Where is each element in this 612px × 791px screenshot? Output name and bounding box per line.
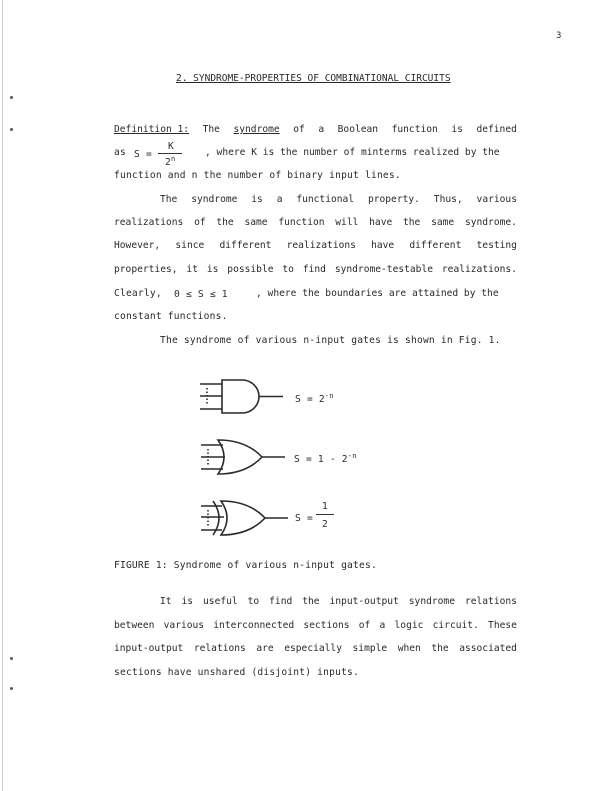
figure-caption: FIGURE 1: Syndrome of various n-input gates. xyxy=(114,560,377,571)
para3-line-2 xyxy=(114,620,517,631)
word: input-output xyxy=(329,596,399,607)
word: The xyxy=(160,194,178,205)
word: is xyxy=(206,264,219,275)
clearly-word: Clearly, xyxy=(114,288,162,299)
word: various xyxy=(163,620,205,631)
word: is xyxy=(251,194,263,205)
syndrome-inequality: 0 ≤ S ≤ 1 xyxy=(174,289,228,300)
word: it xyxy=(186,264,198,275)
word: The xyxy=(202,124,220,135)
or-formula-exp: -n xyxy=(347,452,357,460)
paragraph-2: The syndrome of various n-input gates is shown in Fig. 1. xyxy=(160,335,501,346)
word: syndrome. xyxy=(464,217,517,228)
and-gate-symbol xyxy=(200,380,283,413)
word: properties, xyxy=(114,264,178,275)
para3-line-3 xyxy=(114,643,517,654)
xor-fraction-bar xyxy=(316,514,334,515)
para3-line-4: sections have unshared (disjoint) inputs. xyxy=(114,667,360,678)
xor-fraction-denominator: 2 xyxy=(322,519,328,530)
word: a xyxy=(276,194,283,205)
or-gate-syndrome xyxy=(294,452,357,465)
word: especially xyxy=(284,643,342,654)
word: function xyxy=(391,124,438,135)
and-formula-exp: -n xyxy=(324,392,334,400)
or-gate-symbol xyxy=(201,440,285,474)
word: However, xyxy=(114,240,161,251)
line5-rest-text: , where the boundaries are attained by the xyxy=(256,288,499,299)
word: useful xyxy=(203,596,238,607)
word: between xyxy=(114,620,155,631)
den-base: 2 xyxy=(165,157,171,169)
word: realizations. xyxy=(441,264,517,275)
word: the xyxy=(302,596,320,607)
word: property. xyxy=(367,194,420,205)
word: are xyxy=(256,643,274,654)
word: find xyxy=(302,264,326,275)
word: have xyxy=(371,240,395,251)
xor-fraction-numerator: 1 xyxy=(322,501,328,512)
word: various xyxy=(476,194,517,205)
para3-line-1 xyxy=(160,596,517,607)
word: defined xyxy=(476,124,517,135)
word: relations xyxy=(193,643,246,654)
word: realizations xyxy=(286,240,356,251)
xor-gate-symbol xyxy=(201,501,288,535)
word: different xyxy=(219,240,272,251)
word: to xyxy=(282,264,294,275)
den-exp: n xyxy=(170,155,176,163)
word: sections xyxy=(303,620,350,631)
syndrome-lhs: S = xyxy=(134,149,152,160)
para1-line-6: constant functions. xyxy=(114,311,228,322)
word: when xyxy=(397,643,421,654)
section-heading-text: 2. SYNDROME-PROPERTIES OF COMBINATIONAL CIRCUITS xyxy=(176,73,451,84)
word: Boolean xyxy=(337,124,379,135)
definition-line-3: function and n the number of binary input lines. xyxy=(114,170,401,181)
word: testing xyxy=(476,240,517,251)
and-formula-base: S = 2 xyxy=(295,394,325,406)
word: Thus, xyxy=(433,194,463,205)
word: find xyxy=(269,596,293,607)
where-text: , where K is the number of minterms realized by the xyxy=(205,147,500,158)
word: will xyxy=(335,217,359,228)
word: relations xyxy=(464,596,517,607)
word: same xyxy=(244,217,268,228)
definition-label: Definition 1: xyxy=(114,124,190,135)
word: logic xyxy=(394,620,424,631)
definition-as: as xyxy=(114,147,126,158)
word: different xyxy=(409,240,462,251)
word: have xyxy=(369,217,393,228)
word: interconnected xyxy=(213,620,295,631)
word: It xyxy=(160,596,172,607)
word: of xyxy=(293,124,305,135)
or-formula-base: S = 1 - 2 xyxy=(294,454,348,466)
word: functional xyxy=(296,194,355,205)
word: function xyxy=(278,217,325,228)
word: These xyxy=(488,620,517,631)
page-number: 3 xyxy=(556,31,562,41)
word: to xyxy=(247,596,260,607)
word: since xyxy=(175,240,205,251)
word: the xyxy=(216,217,234,228)
word: syndrome-testable xyxy=(334,264,434,275)
word: is xyxy=(451,124,463,135)
fraction-numerator: K xyxy=(168,141,174,152)
word: of xyxy=(194,217,206,228)
word: syndrome xyxy=(408,596,455,607)
word: realizations xyxy=(114,217,184,228)
word: the xyxy=(403,217,421,228)
word: possible xyxy=(227,264,274,275)
word: input-output xyxy=(114,643,184,654)
word: associated xyxy=(459,643,517,654)
word: simple xyxy=(352,643,388,654)
word: circuit. xyxy=(432,620,479,631)
word: is xyxy=(181,596,194,607)
xor-gate-syndrome-lhs: S = xyxy=(295,513,313,524)
word-syndrome: syndrome xyxy=(233,124,280,135)
word: syndrome xyxy=(191,194,238,205)
word: same xyxy=(431,217,455,228)
word: of xyxy=(358,620,371,631)
word: a xyxy=(379,620,386,631)
and-gate-syndrome xyxy=(295,392,334,405)
word: a xyxy=(318,124,325,135)
word: the xyxy=(431,643,449,654)
